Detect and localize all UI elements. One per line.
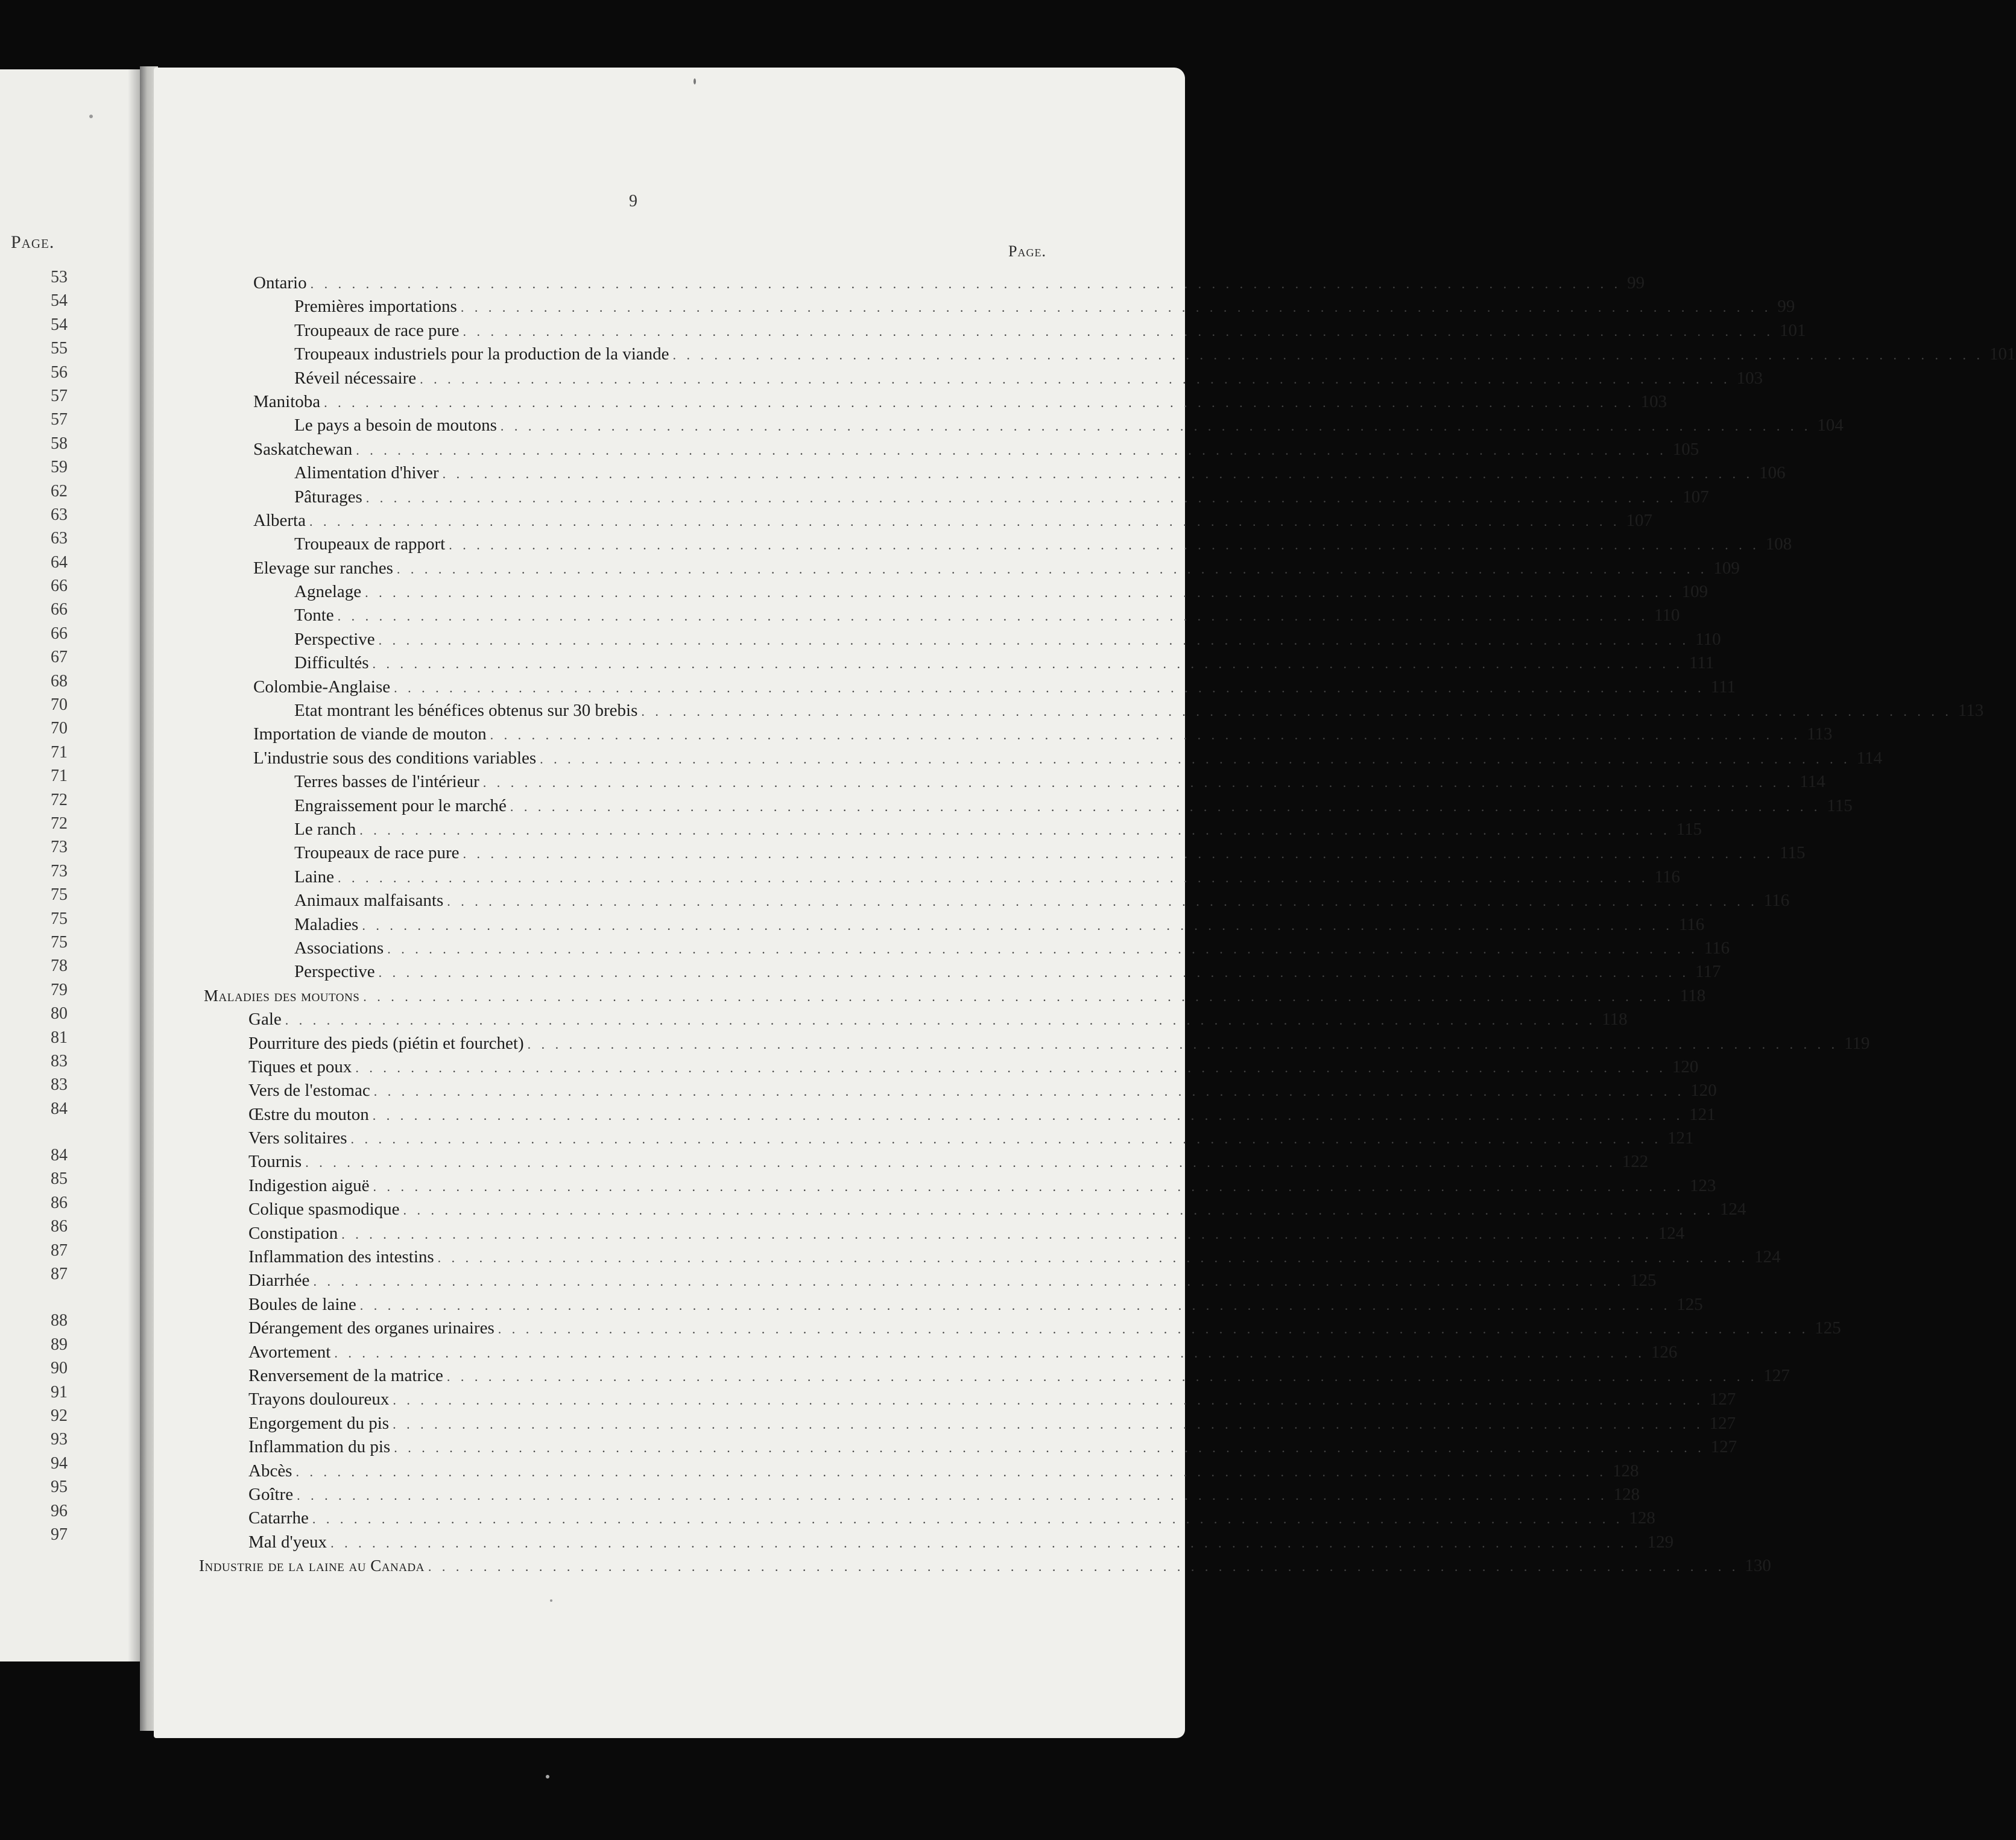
toc-entry-page: 125 — [1815, 1318, 1841, 1338]
toc-entry — [0, 1531, 1674, 1554]
toc-entry-page: 127 — [1710, 1437, 1737, 1457]
dot-leader — [365, 581, 1676, 604]
toc-entry-title: Importation de viande de mouton — [253, 724, 487, 744]
toc-entry — [0, 390, 1667, 414]
dot-leader — [447, 1365, 1758, 1388]
toc-entry-title: Difficultés — [294, 653, 369, 673]
toc-entry-page: 103 — [1736, 368, 1763, 388]
toc-entry-title: Terres basses de l'intérieur — [294, 772, 479, 792]
toc-entry — [0, 1341, 1678, 1364]
toc-entry-page: 128 — [1613, 1484, 1640, 1504]
dust-speck — [550, 1599, 552, 1602]
toc-entry-title: Perspective — [294, 962, 375, 982]
toc-entry — [0, 557, 1740, 580]
toc-entry-title: Mal d'yeux — [248, 1532, 327, 1552]
dot-leader — [641, 700, 1952, 723]
toc-entry-title: Vers de l'estomac — [248, 1081, 370, 1101]
toc-entry — [0, 651, 1714, 675]
toc-entry-title: Renversement de la matrice — [248, 1365, 443, 1385]
toc-entry-page: 118 — [1679, 985, 1706, 1005]
toc-entry — [0, 509, 1652, 533]
left-page-number: 75 — [51, 885, 68, 905]
dot-leader — [360, 1294, 1671, 1317]
toc-entry — [0, 343, 2016, 366]
left-page-number: 58 — [51, 434, 68, 453]
left-page-number: 85 — [51, 1169, 68, 1189]
dot-leader — [351, 1127, 1662, 1151]
toc-entry — [0, 414, 1844, 437]
dot-leader — [338, 866, 1649, 890]
toc-entry-page: 127 — [1709, 1389, 1736, 1409]
toc-entry — [0, 865, 1680, 889]
dot-leader — [359, 818, 1670, 842]
dot-leader — [490, 723, 1801, 747]
toc-entry-page: 115 — [1827, 795, 1853, 815]
toc-entry-title: Inflammation des intestins — [248, 1247, 434, 1267]
dot-leader — [297, 1484, 1608, 1507]
toc-entry-page: 126 — [1651, 1342, 1678, 1362]
toc-entry-page: 109 — [1713, 558, 1740, 578]
dot-leader — [443, 462, 1754, 485]
dot-leader — [394, 676, 1705, 700]
left-page-number: 72 — [51, 814, 68, 833]
left-page-number: 81 — [51, 1028, 68, 1047]
toc-entry — [0, 1032, 1870, 1055]
toc-entry-title: Saskatchewan — [253, 439, 353, 459]
left-page-number: 84 — [51, 1146, 68, 1165]
toc-entry-page: 116 — [1654, 867, 1680, 887]
toc-entry — [0, 1412, 1736, 1435]
toc-entry-page: 105 — [1672, 439, 1699, 459]
toc-entry — [0, 438, 1699, 461]
dot-leader — [373, 1175, 1684, 1198]
toc-entry — [0, 461, 1786, 485]
toc-entry-title: Maladies — [294, 914, 359, 934]
toc-entry — [0, 604, 1680, 627]
toc-entry-page: 124 — [1658, 1223, 1685, 1243]
toc-entry — [0, 1055, 1699, 1079]
toc-entry — [0, 319, 1806, 343]
dust-speck — [546, 1775, 549, 1778]
toc-entry — [0, 1317, 1841, 1340]
dot-leader — [438, 1246, 1749, 1269]
toc-entry — [0, 1459, 1639, 1483]
left-page-number: 57 — [51, 410, 68, 429]
page-number: 9 — [629, 192, 637, 210]
left-page-number: 62 — [51, 481, 68, 501]
dot-leader — [309, 510, 1620, 533]
toc-entry-title: Abcès — [248, 1461, 292, 1481]
toc-entry-title: Troupeaux industriels pour la production de la viande — [294, 344, 669, 364]
toc-entry-page: 108 — [1765, 534, 1792, 554]
dot-leader — [373, 652, 1684, 675]
left-page-number: 57 — [51, 386, 68, 405]
toc-entry-page: 103 — [1640, 391, 1667, 411]
toc-entry — [0, 485, 1709, 509]
dot-leader — [295, 1460, 1607, 1484]
left-page-number: 89 — [51, 1335, 68, 1354]
toc-entry-title: Réveil nécessaire — [294, 368, 417, 388]
toc-entry — [0, 271, 1645, 295]
toc-entry-page: 101 — [1989, 344, 2016, 364]
toc-entry-title: Engraissement pour le marché — [294, 795, 507, 815]
toc-entry-page: 128 — [1629, 1508, 1655, 1528]
dot-leader — [311, 272, 1622, 296]
left-page-number: 87 — [51, 1241, 68, 1260]
toc-entry — [0, 699, 1984, 722]
toc-entry — [0, 747, 1883, 770]
dot-leader — [379, 961, 1690, 984]
left-page-number: 56 — [51, 362, 68, 382]
toc-entry-title: Vers solitaires — [248, 1128, 347, 1148]
toc-entry — [0, 1554, 1771, 1578]
dot-leader — [420, 367, 1731, 391]
toc-entry — [0, 841, 1806, 865]
toc-entry-title: Alimentation d'hiver — [294, 463, 439, 483]
toc-entry-title: Inflammation du pis — [248, 1437, 391, 1457]
toc-entry-page: 116 — [1678, 914, 1705, 934]
dot-leader — [313, 1269, 1624, 1293]
toc-entry — [0, 1293, 1703, 1317]
left-page-number: 63 — [51, 505, 68, 524]
toc-entry-page: 110 — [1695, 629, 1721, 649]
dot-leader — [461, 296, 1772, 319]
dot-leader — [341, 1222, 1652, 1246]
toc-entry-page: 111 — [1710, 677, 1736, 697]
toc-entry-page: 120 — [1690, 1081, 1717, 1101]
left-page-number: 97 — [51, 1525, 68, 1544]
left-page-number: 75 — [51, 932, 68, 952]
toc-entry-page: 115 — [1780, 843, 1806, 863]
left-page-number: 83 — [51, 1051, 68, 1070]
toc-entry-title: Œstre du mouton — [248, 1104, 369, 1124]
toc-entry-title: Catarrhe — [248, 1508, 309, 1528]
toc-entry-title: Industrie de la laine au Canada — [199, 1557, 425, 1575]
toc-entry — [0, 675, 1736, 699]
toc-entry-title: Manitoba — [253, 391, 321, 411]
toc-entry-title: Tiques et poux — [248, 1057, 352, 1076]
dot-leader — [397, 557, 1708, 581]
toc-entry-page: 123 — [1690, 1175, 1716, 1195]
toc-entry-page: 124 — [1754, 1247, 1781, 1267]
left-page-number: 75 — [51, 909, 68, 928]
toc-entry-page: 113 — [1958, 701, 1984, 721]
toc-entry-page: 107 — [1626, 510, 1652, 530]
toc-entry-page: 109 — [1681, 582, 1708, 602]
left-page-number: 54 — [51, 315, 68, 334]
dot-leader — [483, 771, 1794, 794]
toc-entry-page: 114 — [1800, 772, 1825, 792]
left-page-number: 84 — [51, 1099, 68, 1118]
toc-entry — [0, 1079, 1717, 1102]
dot-leader — [463, 842, 1774, 865]
toc-entry-page: 104 — [1817, 416, 1844, 435]
left-page-number: 64 — [51, 552, 68, 572]
toc-entry — [0, 1245, 1781, 1269]
dot-leader — [510, 795, 1821, 818]
toc-entry — [0, 913, 1705, 937]
toc-entry — [0, 580, 1708, 604]
left-page-number: 71 — [51, 767, 68, 786]
toc-entry-page: 116 — [1763, 891, 1790, 911]
dot-leader — [330, 1531, 1642, 1555]
left-page-number: 66 — [51, 577, 68, 596]
toc-entry — [0, 937, 1730, 960]
toc-entry-title: Laine — [294, 867, 335, 887]
toc-entry-page: 121 — [1689, 1104, 1716, 1124]
dot-leader — [528, 1032, 1839, 1056]
toc-entry-title: Animaux malfaisants — [294, 891, 444, 911]
dot-leader — [363, 985, 1674, 1008]
toc-entry-page: 125 — [1676, 1294, 1703, 1314]
toc-entry-title: Diarrhée — [248, 1271, 310, 1291]
left-page-number: 66 — [51, 600, 68, 619]
toc-entry — [0, 533, 1792, 556]
dot-leader — [379, 628, 1690, 652]
toc-entry-title: Troupeaux de rapport — [294, 534, 446, 554]
dot-leader — [540, 747, 1851, 771]
left-page-number: 68 — [51, 671, 68, 691]
left-page-number: 86 — [51, 1217, 68, 1236]
toc-entry-title: Le ranch — [294, 819, 356, 839]
dot-leader — [387, 937, 1698, 961]
toc-entry — [0, 722, 1833, 746]
toc-entry — [0, 1222, 1685, 1245]
toc-entry-title: Maladies des moutons — [204, 986, 360, 1005]
left-page-number: 72 — [51, 790, 68, 809]
toc-entry-title: Boules de laine — [248, 1294, 356, 1314]
dot-leader — [447, 890, 1758, 913]
left-page-number: 92 — [51, 1406, 68, 1425]
toc-entry-page: 99 — [1777, 297, 1795, 317]
toc-entry — [0, 628, 1721, 651]
dot-leader — [312, 1507, 1623, 1531]
left-page-number: 93 — [51, 1430, 68, 1449]
toc-entry-title: Premières importations — [294, 297, 457, 317]
toc-entry — [0, 1483, 1640, 1506]
left-page-number: 70 — [51, 695, 68, 715]
dot-leader — [285, 1008, 1596, 1032]
left-page-number: 59 — [51, 458, 68, 477]
left-page-number: 87 — [51, 1265, 68, 1284]
toc-entry — [0, 1364, 1790, 1388]
left-page-number: 90 — [51, 1359, 68, 1378]
toc-entry — [0, 960, 1721, 984]
dot-leader — [305, 1151, 1616, 1174]
left-page-number: 67 — [51, 648, 68, 667]
dot-leader — [374, 1080, 1685, 1103]
toc-entry-page: 127 — [1709, 1413, 1736, 1433]
toc-entry — [0, 1008, 1628, 1031]
left-page-number: 83 — [51, 1075, 68, 1095]
toc-entry-page: 117 — [1695, 962, 1721, 982]
left-page-number: 88 — [51, 1311, 68, 1330]
dot-leader — [393, 1412, 1704, 1436]
toc-entry-page: 128 — [1612, 1461, 1639, 1481]
toc-entry-title: Etat montrant les bénéfices obtenus sur 30 brebis — [294, 701, 638, 721]
page-column-label: Page. — [1008, 242, 1046, 260]
toc-entry-page: 116 — [1704, 938, 1730, 958]
left-page-number: 66 — [51, 624, 68, 643]
left-page-number: 63 — [51, 529, 68, 548]
toc-entry-page: 99 — [1627, 273, 1645, 292]
toc-entry-title: Colique spasmodique — [248, 1200, 400, 1219]
toc-entry-title: Goître — [248, 1484, 294, 1504]
toc-entry-title: Avortement — [248, 1342, 331, 1362]
toc-entry — [0, 1506, 1655, 1530]
left-page-number: 86 — [51, 1193, 68, 1212]
dot-leader — [403, 1198, 1714, 1222]
toc-entry-page: 129 — [1647, 1532, 1674, 1552]
toc-entry — [0, 984, 1706, 1008]
dot-leader — [394, 1436, 1705, 1459]
toc-entry — [0, 295, 1795, 318]
left-page-heading: Page. — [11, 232, 55, 252]
toc-entry-title: Engorgement du pis — [248, 1413, 390, 1433]
toc-entry — [0, 1269, 1657, 1292]
left-page-number: 79 — [51, 980, 68, 999]
toc-entry — [0, 794, 1853, 818]
toc-entry-page: 118 — [1602, 1010, 1628, 1029]
toc-entry-title: L'industrie sous des conditions variables — [253, 748, 537, 768]
left-page-number: 54 — [51, 291, 68, 311]
left-page-number: 78 — [51, 956, 68, 976]
toc-entry-title: Alberta — [253, 510, 306, 530]
toc-entry-title: Perspective — [294, 629, 375, 649]
dot-leader — [498, 1317, 1809, 1341]
toc-entry — [0, 1435, 1737, 1459]
left-page-number: 70 — [51, 719, 68, 738]
dot-leader — [673, 343, 1984, 367]
left-page-number: 73 — [51, 861, 68, 880]
toc-entry-page: 107 — [1683, 487, 1709, 507]
toc-entry — [0, 367, 1763, 390]
toc-entry-page: 120 — [1672, 1057, 1699, 1076]
dot-leader — [428, 1555, 1739, 1578]
toc-entry — [0, 1174, 1716, 1198]
left-page-number: 71 — [51, 742, 68, 762]
left-page-number: 91 — [51, 1382, 68, 1402]
toc-entry-title: Agnelage — [294, 582, 362, 602]
toc-entry — [0, 818, 1702, 841]
toc-entry-title: Gale — [248, 1010, 282, 1029]
dot-leader — [356, 438, 1667, 462]
toc-entry-title: Elevage sur ranches — [253, 558, 393, 578]
left-page-number: 73 — [51, 838, 68, 857]
dot-leader — [449, 533, 1760, 557]
dot-leader — [362, 914, 1673, 937]
toc-entry-page: 115 — [1676, 819, 1702, 839]
toc-entry-title: Tonte — [294, 605, 334, 625]
toc-entry-page: 110 — [1654, 605, 1680, 625]
dot-leader — [366, 486, 1677, 510]
toc-entry-title: Colombie-Anglaise — [253, 677, 391, 697]
toc-entry — [0, 1198, 1746, 1221]
left-page-number: 94 — [51, 1453, 68, 1473]
toc-entry-page: 101 — [1780, 320, 1806, 340]
toc-entry-title: Associations — [294, 938, 384, 958]
toc-entry-title: Trayons douloureux — [248, 1389, 390, 1409]
dot-leader — [334, 1341, 1645, 1365]
toc-entry-title: Tournis — [248, 1152, 302, 1172]
toc-entry-page: 127 — [1763, 1365, 1790, 1385]
toc-entry-title: Dérangement des organes urinaires — [248, 1318, 495, 1338]
toc-entry — [0, 770, 1825, 794]
toc-entry-title: Troupeaux de race pure — [294, 320, 460, 340]
toc-entry-title: Pourriture des pieds (piétin et fourchet) — [248, 1033, 524, 1053]
dot-leader — [338, 604, 1649, 628]
dot-leader — [373, 1104, 1684, 1127]
toc-entry-title: Pâturages — [294, 487, 362, 507]
dot-leader — [393, 1388, 1704, 1412]
dot-leader — [355, 1056, 1666, 1080]
table-of-contents — [0, 271, 2016, 1578]
toc-entry — [0, 1388, 1736, 1411]
toc-entry-page: 114 — [1856, 748, 1883, 768]
toc-entry-title: Ontario — [253, 273, 307, 292]
toc-entry-page: 121 — [1667, 1128, 1694, 1148]
toc-entry — [0, 1103, 1716, 1127]
toc-entry-page: 113 — [1807, 724, 1833, 744]
toc-entry-title: Le pays a besoin de moutons — [294, 416, 497, 435]
toc-entry — [0, 889, 1790, 912]
toc-entry — [0, 1150, 1649, 1174]
left-page-number: 96 — [51, 1501, 68, 1520]
toc-entry-title: Constipation — [248, 1223, 338, 1243]
toc-entry-title: Indigestion aiguë — [248, 1175, 370, 1195]
toc-entry-page: 122 — [1622, 1152, 1649, 1172]
toc-entry-page: 111 — [1689, 653, 1714, 673]
toc-entry-page: 119 — [1844, 1033, 1870, 1053]
toc-entry-page: 125 — [1629, 1271, 1657, 1291]
toc-entry-title: Troupeaux de race pure — [294, 843, 460, 863]
left-page-number: 55 — [51, 339, 68, 358]
dot-leader — [324, 391, 1635, 414]
toc-entry-page: 106 — [1759, 463, 1786, 483]
dot-leader — [501, 414, 1812, 438]
left-page-number: 80 — [51, 1004, 68, 1023]
left-page-number: 53 — [51, 268, 68, 286]
left-page-number: 95 — [51, 1478, 68, 1497]
dust-speck — [89, 115, 93, 118]
toc-entry — [0, 1127, 1694, 1150]
toc-entry-page: 130 — [1745, 1556, 1771, 1576]
dot-leader — [463, 320, 1774, 343]
toc-entry-page: 124 — [1720, 1200, 1746, 1219]
dust-speck — [694, 78, 696, 84]
